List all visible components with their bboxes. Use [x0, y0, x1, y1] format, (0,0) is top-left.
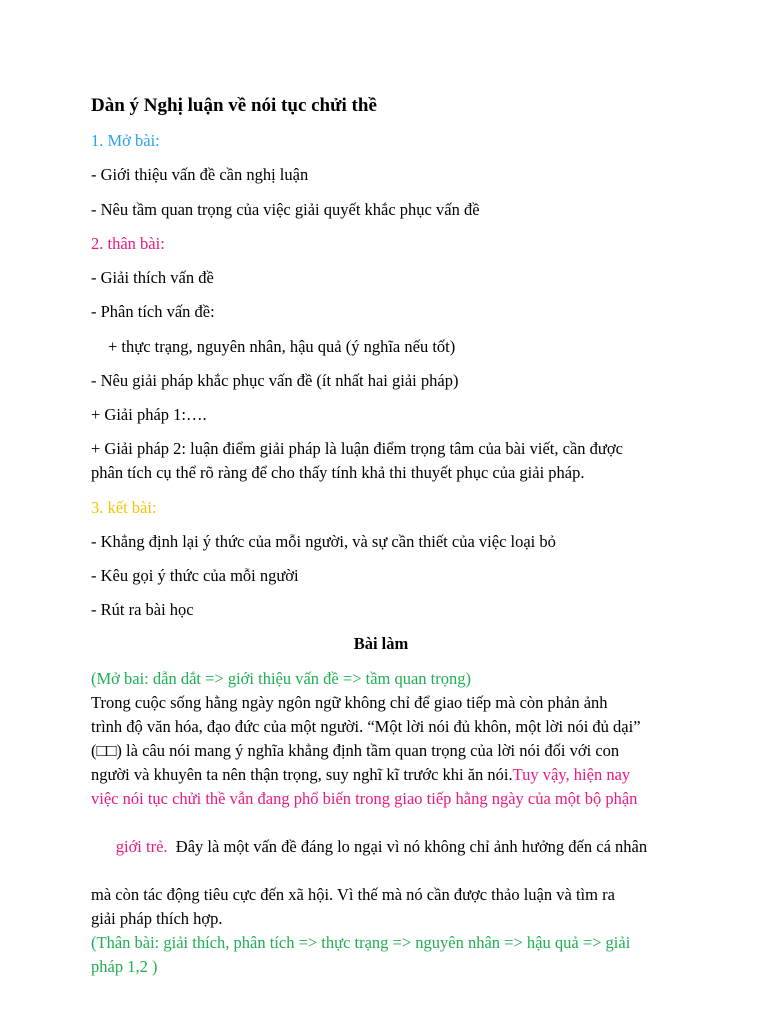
- essay-line: Đây là một vấn đề đáng lo ngại vì nó không chỉ ảnh hưởng đến cá nhân: [167, 837, 648, 856]
- heading-ket-bai: 3. kết bài:: [91, 498, 157, 517]
- essay-highlight: Tuy vậy, hiện nay: [512, 765, 631, 784]
- outline-item: + Giải pháp 1:….: [91, 405, 207, 424]
- outline-item: - Giới thiệu vấn đề cần nghị luận: [91, 165, 309, 184]
- outline-item: - Kêu gọi ý thức của mỗi người: [91, 566, 299, 585]
- essay-note-body: (Thân bài: giải thích, phân tích => thực trạng => nguyên nhân => hậu quả => giải: [91, 933, 631, 952]
- outline-item: - Phân tích vấn đề:: [91, 302, 215, 321]
- outline-subitem: + thực trạng, nguyên nhân, hậu quả (ý nghĩa nếu tốt): [108, 337, 456, 356]
- essay-note-body: pháp 1,2 ): [91, 957, 158, 976]
- essay-line: trình độ văn hóa, đạo đức của một người. “Một lời nói đủ khôn, một lời nói đủ dại”: [91, 717, 641, 736]
- outline-item: - Nêu tầm quan trọng của việc giải quyết khắc phục vấn đề: [91, 200, 480, 219]
- outline-item: + Giải pháp 2: luận điểm giải pháp là luận điểm trọng tâm của bài viết, cần được: [91, 439, 623, 458]
- essay-line: người và khuyên ta nên thận trọng, suy nghĩ kĩ trước khi ăn nói.: [91, 765, 513, 784]
- outline-item: phân tích cụ thể rõ ràng để cho thấy tính khả thi thuyết phục của giải pháp.: [91, 463, 585, 482]
- outline-item: - Giải thích vấn đề: [91, 268, 214, 287]
- essay-body: [91, 667, 676, 979]
- essay-line: giải pháp thích hợp.: [91, 909, 223, 928]
- essay-highlight: giới trẻ.: [115, 837, 168, 856]
- essay-line: (□□) là câu nói mang ý nghĩa khẳng định tầm quan trọng của lời nói đối với con: [91, 741, 620, 760]
- outline-item: - Khẳng định lại ý thức của mỗi người, và sự cần thiết của việc loại bỏ: [91, 532, 556, 551]
- outline-item: - Nêu giải pháp khắc phục vấn đề (ít nhất hai giải pháp): [91, 371, 459, 390]
- essay-line: mà còn tác động tiêu cực đến xã hội. Vì thế mà nó cần được thảo luận và tìm ra: [91, 885, 615, 904]
- document-title: Dàn ý Nghị luận về nói tục chửi thề: [91, 95, 377, 116]
- outline-item: - Rút ra bài học: [91, 600, 194, 619]
- essay-highlight: việc nói tục chửi thề vẫn đang phổ biến trong giao tiếp hằng ngày của một bộ phận: [91, 789, 638, 808]
- essay-heading: Bài làm: [353, 634, 409, 653]
- heading-mo-bai: 1. Mở bài:: [91, 131, 160, 150]
- essay-note-intro: (Mở bai: dẫn dắt => giới thiệu vấn đề => tầm quan trọng): [91, 669, 472, 688]
- heading-than-bai: 2. thân bài:: [91, 234, 165, 253]
- essay-line: Trong cuộc sống hằng ngày ngôn ngữ không chỉ để giao tiếp mà còn phản ảnh: [91, 693, 608, 712]
